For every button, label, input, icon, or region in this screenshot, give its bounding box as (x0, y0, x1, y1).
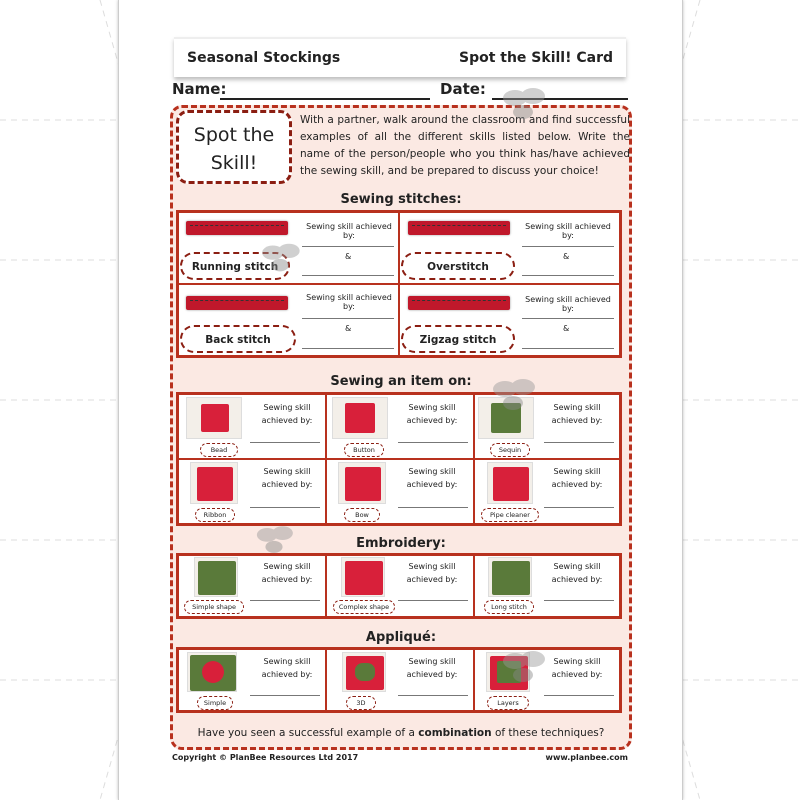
achieved-line2: achieved by: (261, 575, 313, 584)
achieved-line2: achieved by: (551, 575, 603, 584)
zigzag-stitch-sample (408, 296, 510, 310)
name-write-line[interactable] (544, 507, 614, 508)
ribbon-photo (190, 462, 238, 504)
question-pre: Have you seen a successful example of a (197, 727, 419, 739)
bee-icon (495, 84, 551, 124)
bee-icon (495, 647, 551, 687)
stitch-label: Back stitch (180, 325, 296, 353)
achieved-line1: Sewing skill (408, 403, 456, 412)
patch (355, 663, 375, 681)
section-heading-stitches: Sewing stitches: (340, 192, 462, 207)
ampersand: & (345, 252, 352, 261)
achieved-line2: achieved by: (406, 670, 458, 679)
fabric-swatch (198, 561, 236, 595)
item-label: Pipe cleaner (481, 508, 539, 522)
title-line-2: Skill! (210, 152, 258, 174)
achieved-line1: Sewing skill (553, 467, 601, 476)
name-write-line[interactable] (302, 275, 394, 276)
ampersand: & (563, 324, 570, 333)
achieved-line2: achieved by: (261, 416, 313, 425)
achieved-by-label: Sewing skill achieved by: (525, 222, 611, 240)
section-heading-items: Sewing an item on: (330, 374, 472, 389)
name-write-line[interactable] (398, 695, 468, 696)
date-label: Date: (440, 80, 486, 98)
achieved-line2: achieved by: (261, 670, 313, 679)
achieved-line1: Sewing skill (408, 562, 456, 571)
name-write-line[interactable] (302, 246, 394, 247)
name-write-line[interactable] (302, 348, 394, 349)
fabric-swatch (492, 561, 530, 595)
item-label: Bead (200, 443, 238, 457)
running-stitch-sample (186, 221, 288, 235)
bead-photo (186, 397, 242, 439)
fabric-swatch (201, 404, 229, 432)
simple-shape-photo (194, 557, 238, 597)
achieved-line2: achieved by: (551, 480, 603, 489)
stitch-label: Zigzag stitch (401, 325, 515, 353)
spot-the-skill-title (176, 110, 292, 184)
item-label: Bow (344, 508, 380, 522)
complex-shape-photo (341, 557, 385, 597)
name-write-line[interactable] (250, 600, 320, 601)
header-left-title: Seasonal Stockings (187, 50, 341, 66)
name-line[interactable] (220, 98, 430, 100)
pipe-cleaner-photo (487, 462, 533, 504)
achieved-line1: Sewing skill (553, 403, 601, 412)
achieved-by-label: Sewing skill achieved by: (306, 293, 392, 311)
bee-icon (250, 522, 298, 558)
ampersand: & (345, 324, 352, 333)
bee-icon (255, 240, 305, 276)
overstitch-sample (408, 221, 510, 235)
ampersand: & (563, 252, 570, 261)
embroidery-label: Long stitch (484, 600, 534, 614)
fabric-swatch (493, 467, 529, 501)
item-label: Ribbon (195, 508, 235, 522)
applique-label: Layers (487, 696, 529, 710)
applique-label: Simple (197, 696, 233, 710)
achieved-line2: achieved by: (261, 480, 313, 489)
stitch-label: Overstitch (401, 252, 515, 280)
bow-photo (338, 462, 386, 504)
name-write-line[interactable] (398, 442, 468, 443)
name-write-line[interactable] (522, 348, 614, 349)
bee-icon (485, 375, 541, 415)
name-write-line[interactable] (522, 275, 614, 276)
name-write-line[interactable] (544, 600, 614, 601)
header-right-title: Spot the Skill! Card (458, 50, 613, 66)
achieved-line1: Sewing skill (263, 562, 311, 571)
item-label: Button (344, 443, 384, 457)
achieved-line1: Sewing skill (263, 657, 311, 666)
name-date-row (172, 80, 628, 102)
achieved-line2: achieved by: (406, 416, 458, 425)
achieved-line2: achieved by: (551, 670, 603, 679)
name-write-line[interactable] (250, 442, 320, 443)
name-write-line[interactable] (398, 600, 468, 601)
embroidery-label: Simple shape (184, 600, 244, 614)
button-photo (332, 397, 388, 439)
name-write-line[interactable] (398, 507, 468, 508)
achieved-line2: achieved by: (551, 416, 603, 425)
achieved-line1: Sewing skill (408, 467, 456, 476)
section-heading-embroidery: Embroidery: (356, 536, 446, 551)
question-bold: combination (418, 727, 492, 739)
achieved-by-label: Sewing skill achieved by: (306, 222, 392, 240)
item-label: Sequin (490, 443, 530, 457)
fabric-swatch (345, 467, 381, 501)
fabric-swatch (345, 403, 375, 433)
name-write-line[interactable] (544, 695, 614, 696)
combination-question (170, 727, 632, 739)
name-write-line[interactable] (250, 695, 320, 696)
fabric-swatch (345, 561, 383, 595)
section-heading-applique: Appliqué: (365, 630, 437, 645)
achieved-line2: achieved by: (406, 480, 458, 489)
name-write-line[interactable] (544, 442, 614, 443)
question-post: of these techniques? (491, 727, 605, 739)
achieved-line1: Sewing skill (408, 657, 456, 666)
achieved-by-label: Sewing skill achieved by: (525, 295, 611, 313)
applique-label: 3D (346, 696, 376, 710)
achieved-line2: achieved by: (406, 575, 458, 584)
title-line-1: Spot the (193, 124, 275, 146)
achieved-line1: Sewing skill (553, 562, 601, 571)
back-stitch-sample (186, 296, 288, 310)
instructions-text: With a partner, walk around the classroom and find successful examples of all the different skills listed below. Write the name of the person/people who you think has/have achieved the sewing skill, and be prepared to discuss your choice! (300, 114, 630, 177)
achieved-line1: Sewing skill (263, 467, 311, 476)
achieved-line1: Sewing skill (263, 403, 311, 412)
name-write-line[interactable] (250, 507, 320, 508)
name-label: Name: (172, 80, 227, 98)
name-write-line[interactable] (522, 318, 614, 319)
header-bar (174, 37, 626, 77)
circle-patch (202, 661, 224, 683)
stitch-label: Running stitch (180, 252, 290, 280)
3d-applique-photo (342, 652, 386, 692)
simple-applique-photo (187, 652, 237, 692)
copyright-text: Copyright © PlanBee Resources Ltd 2017 (172, 753, 359, 762)
name-write-line[interactable] (522, 246, 614, 247)
achieved-line1: Sewing skill (553, 657, 601, 666)
embroidery-label: Complex shape (333, 600, 395, 614)
long-stitch-photo (488, 557, 532, 597)
name-write-line[interactable] (302, 318, 394, 319)
website-link[interactable]: www.planbee.com (545, 753, 628, 762)
fabric-swatch (197, 467, 233, 501)
